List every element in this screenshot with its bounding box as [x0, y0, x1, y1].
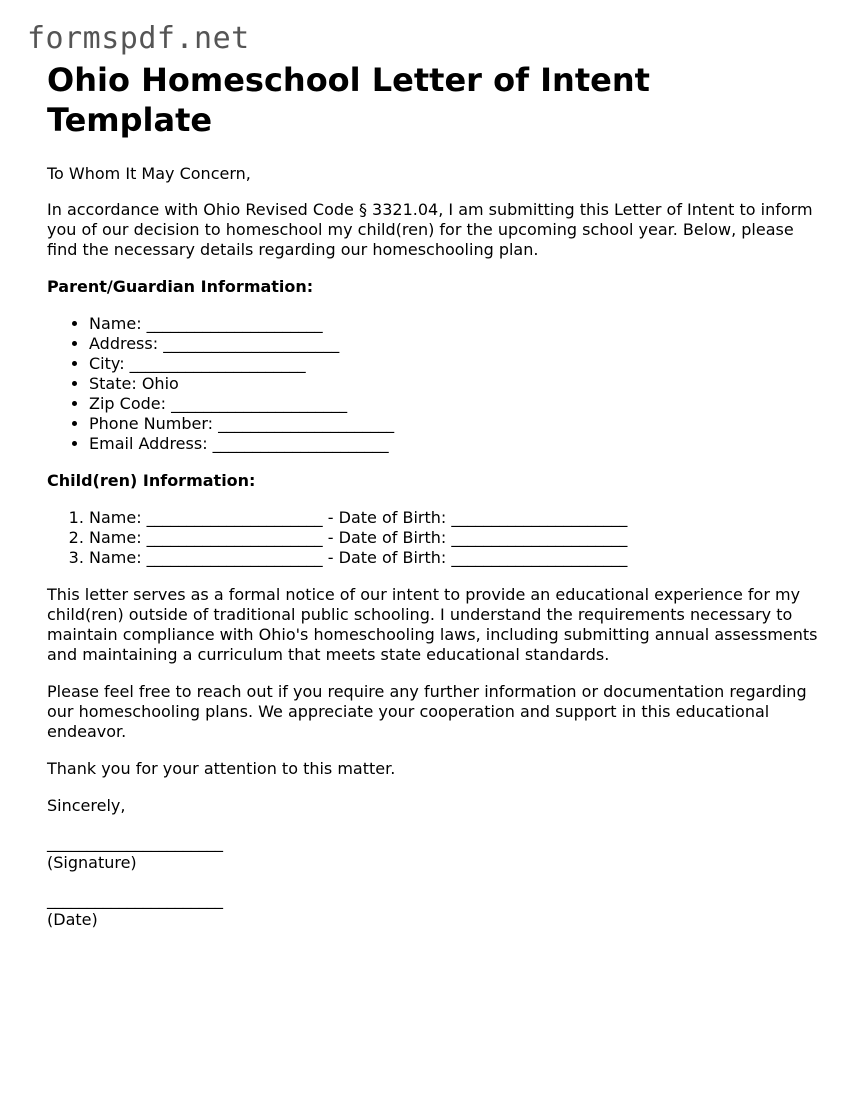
parent-info-list: [47, 314, 827, 454]
intro-paragraph: In accordance with Ohio Revised Code § 3321.04, I am submitting this Letter of Intent to inform you of our decision to homeschool my child(ren) for the upcoming school year. Below, please find the necessary details regarding our homeschooling plan.: [47, 200, 813, 259]
letter-document: [47, 60, 827, 930]
page-title: Ohio Homeschool Letter of Intent Template: [47, 61, 650, 139]
contact-paragraph: Please feel free to reach out if you require any further information or documentation regarding our homeschooling plans. We appreciate your cooperation and support in this educational endeavor.: [47, 682, 807, 741]
parent-city-field: • City: ______________________: [89, 354, 827, 374]
date-block: [47, 890, 827, 930]
date-label: (Date): [47, 910, 98, 929]
parent-state-field: • State: Ohio: [89, 374, 827, 394]
children-info-list: [47, 508, 827, 568]
thanks-line: Thank you for your attention to this matter.: [47, 759, 396, 778]
date-line: ______________________: [47, 890, 223, 909]
signature-block: [47, 833, 827, 873]
signature-line: ______________________: [47, 833, 223, 852]
notice-paragraph: This letter serves as a formal notice of our intent to provide an educational experience for my child(ren) outside of traditional public schooling. I understand the requirements necessary to maintain compliance with Ohio's homeschooling laws, including submitting annual assessments and maintaining a curriculum that meets state educational standards.: [47, 585, 818, 664]
parent-section-heading: Parent/Guardian Information:: [47, 277, 314, 296]
parent-phone-field: • Phone Number: ______________________: [89, 414, 827, 434]
parent-email-field: • Email Address: ______________________: [89, 434, 827, 454]
signature-label: (Signature): [47, 853, 137, 872]
child-entry: 2. Name: ______________________ - Date of Birth: ______________________: [89, 528, 827, 548]
children-section-heading: Child(ren) Information:: [47, 471, 256, 490]
parent-name-field: • Name: ______________________: [89, 314, 827, 334]
closing-line: Sincerely,: [47, 796, 126, 815]
watermark-logo: formspdf.net: [27, 21, 250, 56]
child-entry: 3. Name: ______________________ - Date of Birth: ______________________: [89, 548, 827, 568]
child-entry: 1. Name: ______________________ - Date of Birth: ______________________: [89, 508, 827, 528]
parent-address-field: • Address: ______________________: [89, 334, 827, 354]
parent-zip-field: • Zip Code: ______________________: [89, 394, 827, 414]
salutation: To Whom It May Concern,: [47, 164, 251, 183]
